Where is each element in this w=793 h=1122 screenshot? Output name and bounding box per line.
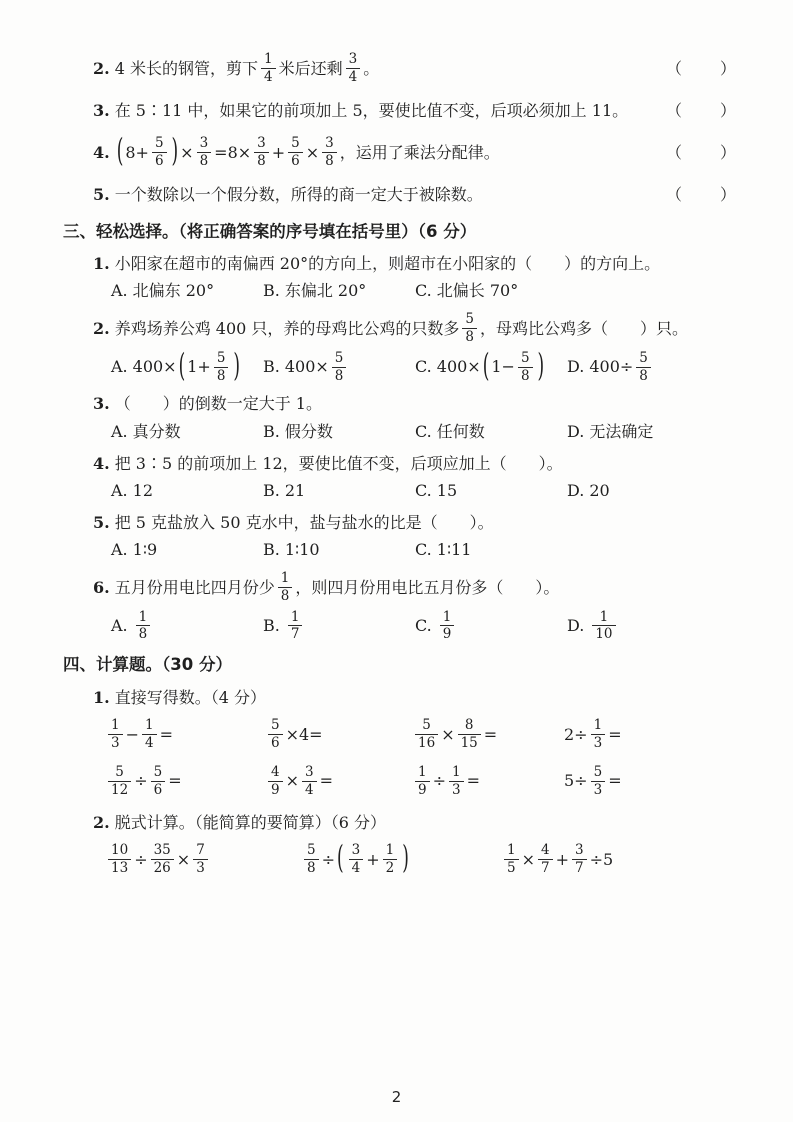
fraction-denominator: 3 [591,734,606,751]
fraction [415,718,438,751]
option-c [415,480,567,502]
fraction-denominator: 3 [193,859,208,876]
fraction-numerator: 10 [111,842,129,859]
fraction-denominator: 15 [458,734,481,751]
question-line [63,453,738,475]
fraction-denominator: 5 [504,859,519,876]
text-run: 20 [589,481,610,501]
fraction [214,351,229,384]
fraction [332,351,347,384]
fraction-numerator: 1 [263,51,273,67]
text-run: × [176,849,191,869]
fraction-numerator: 5 [291,135,300,152]
fraction [288,610,303,643]
answer-bracket: （ ） [665,142,738,162]
judge-question-content [93,133,500,171]
option-b [263,610,415,643]
fraction [383,843,398,876]
calc-expression [105,765,265,798]
option-label: C. [415,281,432,301]
text-run: 。 [363,58,380,78]
fraction-denominator: 7 [538,859,553,876]
fraction [304,843,319,876]
option-c [415,421,567,443]
option-d [567,421,738,443]
text-run: − [125,724,139,744]
text-run: 在 5∶11 中，如果它的前项加上 5，要使比值不变，后项必须加上 11。 [114,100,629,120]
text-run: ，母鸡比公鸡多（ ）只。 [480,318,689,338]
fraction-numerator: 1 [145,717,154,734]
text-run: = [168,771,182,791]
text-run: （ ）的倒数一定大于 1。 [114,394,322,414]
fraction-numerator: 1 [111,717,120,734]
fraction [302,765,317,798]
calc-expression [412,765,564,798]
fraction-denominator: 4 [261,68,276,85]
text-run: ，则四月份用电比五月份多（ ）。 [295,577,560,597]
fraction-numerator: 3 [199,135,209,152]
text-run: 1− [491,357,515,377]
calc-row [63,840,738,878]
text-run: 北偏长 70° [436,281,519,301]
fraction-denominator: 6 [152,152,167,169]
option-label: B. [263,540,280,560]
fraction [142,718,157,751]
question-number: 2. [93,812,110,832]
option-label: D. [567,616,585,636]
fraction-denominator: 8 [214,367,229,384]
text-run: 脱式计算。（能简算的要简算）（6 分） [114,812,386,832]
option-label: B. [263,281,280,301]
option-a [111,280,263,302]
fraction-numerator: 1 [290,608,300,625]
section-heading-note: （30 分） [162,655,232,675]
fraction-numerator: 1 [138,608,148,625]
fraction [591,765,606,798]
judge-question-4 [63,133,738,171]
fraction [193,843,208,876]
section-heading-title: 三、轻松选择。 [63,221,179,241]
option-c [415,610,567,643]
text-run: 1+ [187,357,211,377]
fraction [322,136,337,169]
fraction-numerator: 4 [541,842,550,859]
fraction-denominator: 13 [108,859,131,876]
text-run: 400× [284,357,329,377]
text-run: 1∶9 [132,540,158,560]
option-label: A. [111,421,128,441]
fraction-denominator: 4 [346,68,361,85]
fraction-denominator: 9 [440,625,455,642]
question-number: 4. [93,453,110,473]
text-run: 4 米长的钢管，剪下 [114,58,258,78]
text-run: 8+ [125,142,149,162]
fraction [261,52,276,85]
fraction-numerator: 1 [280,569,290,586]
fraction [136,610,151,643]
text-run: = [608,771,622,791]
fraction-numerator: 5 [153,763,163,780]
section-heading-title: 四、计算题。 [63,655,162,675]
fraction-numerator: 3 [348,51,358,67]
fraction-denominator: 8 [518,367,533,384]
judge-question-2 [63,52,738,85]
text-run: ，运用了乘法分配律。 [339,142,500,162]
fraction-denominator: 8 [636,367,651,384]
calc-expression [105,718,265,751]
large-parenthesis: ( [116,133,124,171]
fraction-numerator: 1 [593,717,603,734]
question-line [63,393,738,415]
question-number: 1. [93,253,110,273]
option-label: A. [111,481,128,501]
fraction-denominator: 6 [268,734,283,751]
fraction-numerator: 3 [575,842,584,859]
fraction-denominator: 3 [108,734,123,751]
fraction [254,136,269,169]
text-run: × [285,771,299,791]
option-a [111,421,263,443]
section-heading-note: （将正确答案的序号填在括号里）（6 分） [178,221,477,241]
calc-expression [301,840,501,878]
fraction-denominator: 7 [572,859,587,876]
text-run: 五月份用电比四月份少 [114,577,275,597]
fraction-denominator: 3 [449,781,464,798]
text-run: 直接写得数。（4 分） [114,687,266,707]
fraction [268,718,283,751]
fraction-numerator: 8 [464,717,474,734]
fraction-denominator: 7 [288,625,303,642]
text-run: 400÷ [589,357,634,377]
option-label: D. [567,421,585,441]
fraction-denominator: 4 [142,734,157,751]
fraction [538,843,553,876]
fraction-denominator: 9 [268,781,283,798]
fraction-denominator: 8 [254,152,269,169]
question-line [63,687,738,709]
question-line [63,571,738,604]
fraction [152,136,167,169]
calc-expression [265,765,412,798]
fraction-denominator: 12 [108,781,131,798]
calc-expression [564,765,738,798]
fraction-denominator: 8 [278,587,293,604]
option-c [415,347,567,385]
judge-question-5 [63,184,738,206]
text-run: 把 3∶5 的前项加上 12，要使比值不变，后项应加上（ ）。 [114,453,563,473]
text-run: + [271,142,286,162]
text-run: 21 [284,481,306,501]
calc-expression [412,718,564,751]
fraction [197,136,212,169]
option-label: B. [263,616,280,636]
fraction-numerator: 1 [418,763,427,780]
text-run: 400× [436,357,481,377]
text-run: ÷ [321,849,335,869]
fraction-denominator: 6 [151,781,166,798]
fraction [504,843,519,876]
answer-bracket: （ ） [665,100,738,120]
text-run: 1∶10 [284,540,320,560]
option-label: B. [263,481,280,501]
question-number: 3. [93,394,110,414]
fraction-numerator: 5 [271,717,280,734]
question-line [63,812,738,834]
text-run: 1∶11 [436,540,472,560]
fraction-numerator: 5 [307,842,316,859]
options-row [63,421,738,443]
fraction [278,571,293,604]
fraction [415,765,430,798]
text-run: × [441,724,455,744]
fraction-denominator: 10 [592,625,615,642]
text-run: ×4= [285,724,323,744]
fraction-numerator: 5 [639,349,648,366]
options-row [63,347,738,385]
fraction-numerator: 5 [115,763,124,780]
option-a [111,610,263,643]
calc-expression [501,843,738,876]
fraction [151,843,174,876]
text-run: 养鸡场养公鸡 400 只，养的母鸡比公鸡的只数多 [114,318,460,338]
option-label: C. [415,481,432,501]
fraction-denominator: 9 [415,781,430,798]
option-c [415,539,738,561]
text-run: × [180,142,194,162]
text-run: 5÷ [564,771,588,791]
fraction [349,843,364,876]
text-run: 小阳家在超市的南偏西 20°的方向上，则超市在小阳家的（ ）的方向上。 [114,253,661,273]
fraction [108,765,131,798]
fraction [636,351,651,384]
text-run: = [466,771,480,791]
fraction-denominator: 4 [302,781,317,798]
fraction-numerator: 3 [325,135,334,152]
calc-row [63,718,738,751]
fraction-numerator: 5 [334,349,344,366]
large-parenthesis: ) [171,133,179,171]
question-number: 3. [93,100,110,120]
fraction [108,843,131,876]
fraction-denominator: 6 [288,152,303,169]
option-d [567,480,738,502]
options-row [63,280,738,302]
option-label: A. [111,281,128,301]
question-line [63,312,738,345]
calc-row [63,765,738,798]
fraction-numerator: 5 [422,717,431,734]
text-run: ÷5 [589,849,614,869]
option-d [567,351,738,384]
option-label: D. [567,481,585,501]
option-b [263,280,415,302]
question-number: 5. [93,512,110,532]
option-label: C. [415,357,432,377]
options-row [63,610,738,643]
large-parenthesis: ( [482,347,490,385]
fraction-numerator: 4 [271,763,280,780]
option-a [111,539,263,561]
text-run: = [319,771,333,791]
section-heading [63,654,738,676]
fraction-denominator: 8 [136,625,151,642]
fraction [458,718,481,751]
option-b [263,480,415,502]
fraction-denominator: 26 [151,859,174,876]
page-number: 2 [391,1088,402,1106]
large-parenthesis: ) [402,840,409,878]
fraction [518,351,533,384]
question-line [63,512,738,534]
text-run: = [483,724,498,744]
fraction [440,610,455,643]
fraction-numerator: 5 [216,349,226,366]
fraction-numerator: 3 [351,842,361,859]
option-label: C. [415,421,432,441]
large-parenthesis: ( [337,840,344,878]
fraction [591,718,606,751]
fraction-denominator: 16 [415,734,438,751]
option-d [567,610,738,643]
fraction [462,312,477,345]
option-a [111,480,263,502]
fraction-numerator: 5 [593,763,603,780]
option-b [263,539,415,561]
text-run: 一个数除以一个假分数，所得的商一定大于被除数。 [114,184,483,204]
text-run: + [555,849,569,869]
text-run: 12 [132,481,153,501]
fraction [268,765,283,798]
fraction-denominator: 3 [591,781,606,798]
fraction [108,718,123,751]
fraction [288,136,303,169]
text-run: 东偏北 20° [284,281,367,301]
fraction-numerator: 3 [257,135,266,152]
text-run: 假分数 [284,421,333,441]
fraction-denominator: 2 [383,859,398,876]
text-run: = [608,724,622,744]
answer-bracket: （ ） [665,184,738,204]
question-number: 2. [93,318,110,338]
text-run: 任何数 [436,421,485,441]
calc-expression [265,718,412,751]
question-line [63,253,738,275]
question-number: 1. [93,687,110,707]
text-run: 米后还剩 [278,58,343,78]
option-label: B. [263,357,280,377]
option-a [111,347,263,385]
fraction-numerator: 3 [305,763,314,780]
judge-question-3 [63,100,738,122]
fraction [592,610,615,643]
text-run: 2÷ [564,724,588,744]
question-number: 2. [93,58,110,78]
fraction [151,765,166,798]
option-b [263,421,415,443]
text-run: 无法确定 [589,421,654,441]
question-number: 4. [93,142,110,162]
text-run: ÷ [134,849,148,869]
fraction-denominator: 4 [349,859,364,876]
question-number: 5. [93,184,110,204]
fraction-numerator: 5 [154,135,164,152]
fraction-denominator: 8 [322,152,337,169]
large-parenthesis: ) [537,347,545,385]
fraction [572,843,587,876]
text-run: 真分数 [132,421,181,441]
fraction-numerator: 7 [196,842,205,859]
option-label: A. [111,616,128,636]
worksheet-body [63,52,738,876]
fraction-denominator: 8 [462,328,477,345]
fraction-numerator: 1 [442,608,452,625]
fraction-numerator: 1 [385,842,395,859]
option-label: B. [263,421,280,441]
fraction-denominator: 8 [332,367,347,384]
fraction [449,765,464,798]
fraction-numerator: 1 [599,608,609,625]
fraction-denominator: 8 [197,152,212,169]
fraction [346,52,361,85]
option-label: C. [415,616,432,636]
judge-question-content [93,52,379,85]
section-heading [63,221,738,243]
large-parenthesis: ( [178,347,186,385]
fraction-numerator: 35 [153,842,171,859]
text-run: 把 5 克盐放入 50 克水中，盐与盐水的比是（ ）。 [114,512,494,532]
options-row [63,539,738,561]
option-c [415,280,738,302]
fraction-denominator: 8 [304,859,319,876]
question-number: 6. [93,577,110,597]
calc-expression [564,718,738,751]
text-run: ÷ [432,771,446,791]
options-row [63,480,738,502]
text-run: × [305,142,320,162]
large-parenthesis: ) [233,347,241,385]
option-label: C. [415,540,432,560]
fraction-numerator: 1 [507,842,516,859]
answer-bracket: （ ） [665,58,738,78]
option-label: A. [111,357,128,377]
fraction-numerator: 5 [520,349,530,366]
text-run: + [366,849,380,869]
text-run: × [521,849,535,869]
option-b [263,351,415,384]
option-label: A. [111,540,128,560]
text-run: ÷ [134,771,148,791]
text-run: = [159,724,173,744]
text-run: 400× [132,357,177,377]
fraction-numerator: 1 [452,763,461,780]
text-run: 15 [436,481,458,501]
text-run: 北偏东 20° [132,281,215,301]
judge-question-content [93,100,628,122]
text-run: =8× [214,142,252,162]
fraction-numerator: 5 [465,311,475,328]
judge-question-content [93,184,483,206]
calc-expression [105,843,301,876]
option-label: D. [567,357,585,377]
